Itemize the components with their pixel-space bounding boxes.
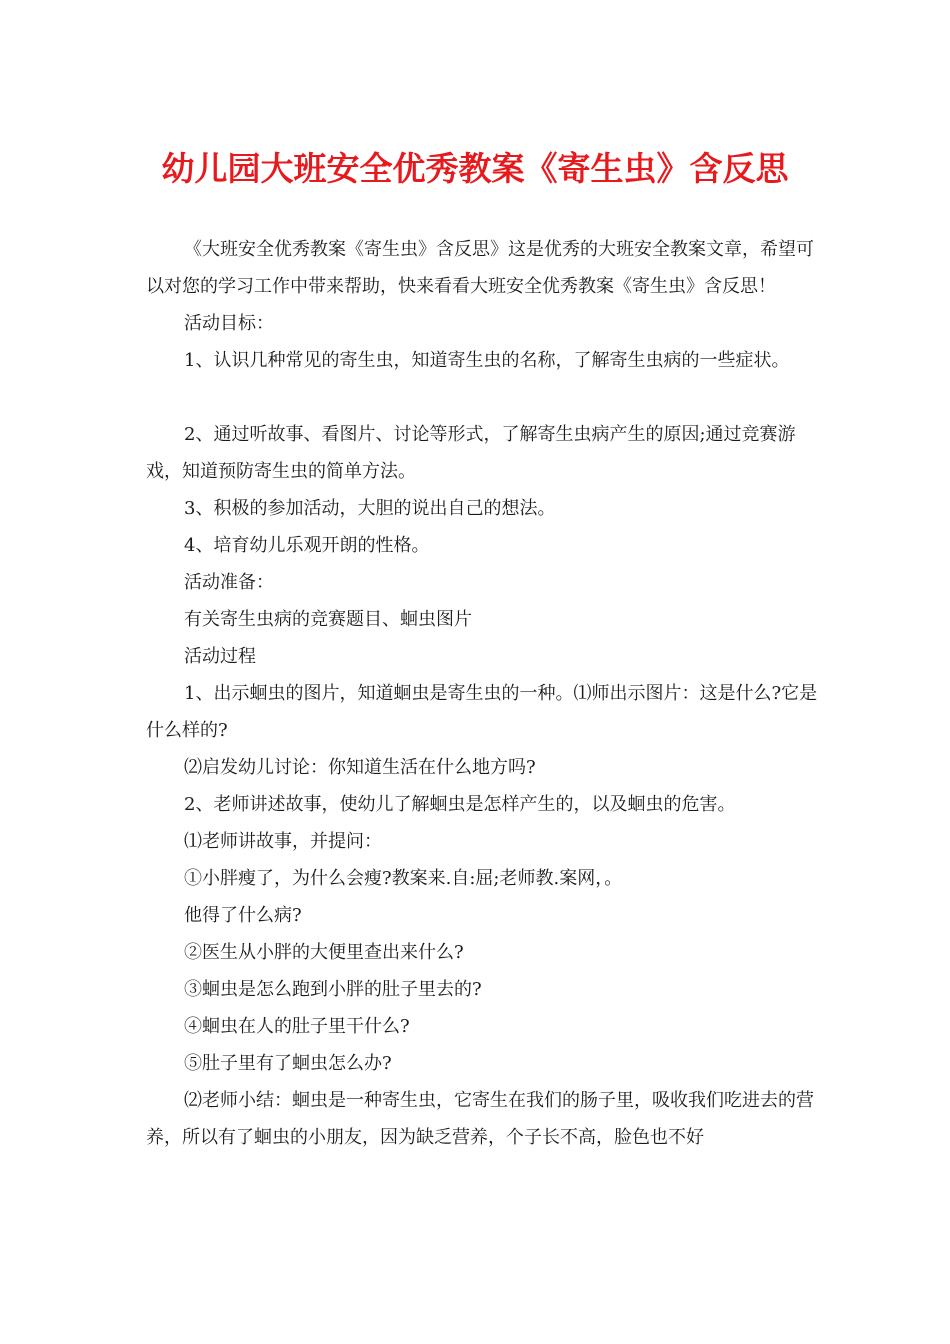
process-substep: ⑴老师讲故事，并提问：: [184, 831, 382, 852]
document-body: [146, 231, 826, 1156]
section-heading-goals: 活动目标：: [184, 313, 274, 334]
question-item: ②医生从小胖的大便里查出来什么?: [184, 942, 464, 963]
document-title: 幼儿园大班安全优秀教案《寄生虫》含反思: [161, 149, 789, 188]
question-item: ①小胖瘦了，为什么会瘦?教案来.自:屈;老师教.案网，。: [184, 868, 623, 889]
section-heading-process: 活动过程: [184, 646, 256, 667]
summary-paragraph: ⑵老师小结：蛔虫是一种寄生虫，它寄生在我们的肠子里，吸收我们吃进去的营养，所以有了蛔虫的小朋友，因为缺乏营养，个子长不高，脸色也不好: [146, 1090, 814, 1148]
question-item: ③蛔虫是怎么跑到小胖的肚子里去的?: [184, 979, 482, 1000]
question-item: ④蛔虫在人的肚子里干什么?: [184, 1016, 410, 1037]
goal-item: 4、培育幼儿乐观开朗的性格。: [184, 535, 430, 556]
goal-item: 1、认识几种常见的寄生虫，知道寄生虫的名称，了解寄生虫病的一些症状。: [184, 350, 790, 371]
goal-item: 2、通过听故事、看图片、讨论等形式，了解寄生虫病产生的原因;通过竞赛游戏，知道预防寄生虫的简单方法。: [146, 424, 796, 482]
question-item: 他得了什么病?: [184, 905, 302, 926]
process-step: 2、老师讲述故事，使幼儿了解蛔虫是怎样产生的，以及蛔虫的危害。: [184, 794, 736, 815]
intro-paragraph: 《大班安全优秀教案《寄生虫》含反思》这是优秀的大班安全教案文章，希望可以对您的学习工作中带来帮助，快来看看大班安全优秀教案《寄生虫》含反思！: [146, 239, 814, 297]
goal-item: 3、积极的参加活动，大胆的说出自己的想法。: [184, 498, 556, 519]
process-step: 1、出示蛔虫的图片，知道蛔虫是寄生虫的一种。⑴师出示图片：这是什么?它是什么样的?: [146, 683, 818, 741]
section-heading-preparation: 活动准备：: [184, 572, 274, 593]
preparation-item: 有关寄生虫病的竞赛题目、蛔虫图片: [184, 609, 472, 630]
question-item: ⑤肚子里有了蛔虫怎么办?: [184, 1053, 392, 1074]
process-substep: ⑵启发幼儿讨论：你知道生活在什么地方吗?: [184, 757, 536, 778]
